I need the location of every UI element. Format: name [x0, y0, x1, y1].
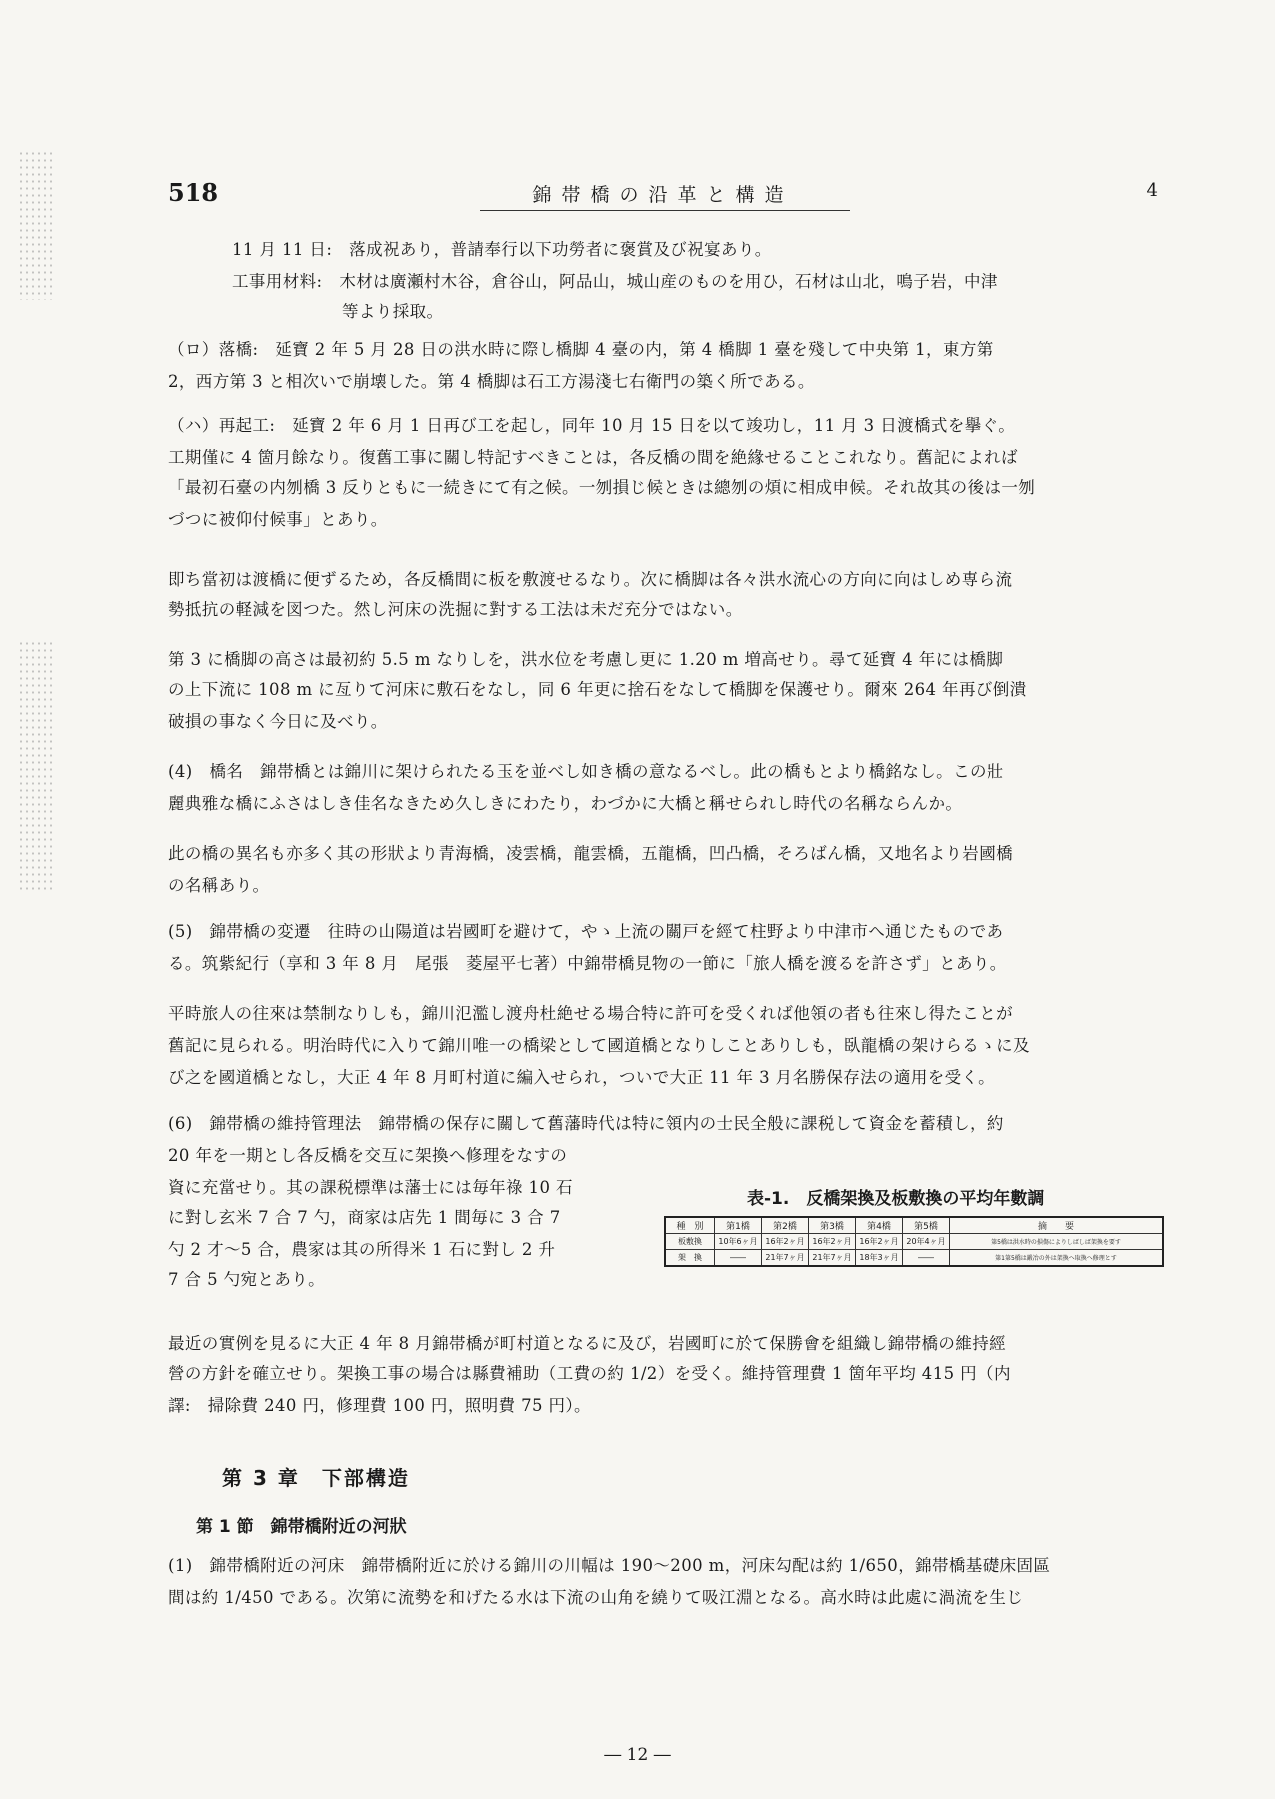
table-cell: 第1第5橋は鍛冶の外は架換ヘ取換へ修理とす: [950, 1250, 1164, 1267]
paragraph-line: （ハ）再起工: 延寶 2 年 6 月 1 日再び工を起し，同年 10 月 15 日を以て竣功し，11 月 3 日渡橋式を擧ぐ。: [168, 416, 1016, 435]
table-header-cell: 第5橋: [903, 1217, 950, 1234]
table-header-cell: 種 別: [665, 1217, 715, 1234]
table-row: [665, 1250, 1163, 1267]
page-footer: ― 12 ―: [604, 1745, 671, 1765]
paragraph-line: （ロ）落橋: 延寶 2 年 5 月 28 日の洪水時に際し橋脚 4 臺の内，第 4 橋脚 1 臺を殘して中央第 1，東方第: [168, 340, 994, 359]
section-heading: 第 1 節 錦帯橋附近の河狀: [196, 1517, 407, 1537]
table-header-row: [665, 1217, 1163, 1234]
paragraph-line: 勺 2 才～5 合，農家は其の所得米 1 石に對し 2 升: [168, 1240, 556, 1259]
paragraph-line: 工期僅に 4 箇月餘なり。復舊工事に關し特記すべきことは，各反橋の間を絶緣せることこれなり。舊記によれば: [168, 448, 1018, 467]
paragraph-line: の上下流に 108 m に亙りて河床に敷石をなし，同 6 年更に捨石をなして橋脚を保護せり。爾來 264 年再び倒潰: [168, 680, 1027, 699]
table-header-cell: 第2橋: [762, 1217, 809, 1234]
table-cell: 16年2ヶ月: [762, 1234, 809, 1250]
volume-number: 4: [1146, 180, 1158, 201]
table-header-cell: 第1橋: [715, 1217, 762, 1234]
table-cell: 18年3ヶ月: [856, 1250, 903, 1267]
paragraph-line: 勢抵抗の軽減を図つた。然し河床の洗掘に對する工法は未だ充分ではない。: [168, 600, 743, 619]
paragraph-line: 營の方針を確立せり。架換工事の場合は縣費補助（工費の約 1/2）を受く。維持管理費 1 箇年平均 415 円（内: [168, 1364, 1011, 1383]
chapter-heading: 第 3 章 下部構造: [222, 1466, 410, 1490]
table-header-cell: 摘 要: [950, 1217, 1164, 1234]
paragraph-line: づつに被仰付候事」とあり。: [168, 510, 388, 529]
header-rule: [480, 210, 850, 211]
table-cell: 16年2ヶ月: [809, 1234, 856, 1250]
table-cell: ――: [715, 1250, 762, 1267]
table-row: [665, 1234, 1163, 1250]
table-title: 表-1. 反橋架換及板敷換の平均年數調: [747, 1189, 1045, 1209]
paragraph-line: 譯: 掃除費 240 円，修理費 100 円，照明費 75 円）。: [168, 1396, 591, 1415]
table-header-cell: 第3橋: [809, 1217, 856, 1234]
paragraph-line: 資に充當せり。其の課税標準は藩士には毎年祿 10 石: [168, 1178, 573, 1197]
paragraph-line: 第 3 に橋脚の高さは最初約 5.5 m なりしを，洪水位を考慮し更に 1.20 m 増高せり。尋て延寶 4 年には橋脚: [168, 650, 1004, 669]
scan-noise: [18, 640, 52, 890]
paragraph-line: 工事用材料: 木材は廣瀬村木谷，倉谷山，阿品山，城山産のものを用ひ，石材は山北，鳴子岩，中津: [232, 272, 998, 291]
paragraph-line: 2，西方第 3 と相次いで崩壊した。第 4 橋脚は石工方湯淺七右衛門の築く所である。: [168, 372, 815, 391]
paragraph-line: 最近の實例を見るに大正 4 年 8 月錦帯橋が町村道となるに及び，岩國町に於て保勝會を組織し錦帯橋の維持經: [168, 1334, 1007, 1353]
table-cell: 21年7ヶ月: [809, 1250, 856, 1267]
paragraph-line: の名稱あり。: [168, 876, 270, 895]
paragraph-line: 平時旅人の往來は禁制なりしも，錦川氾濫し渡舟杜絶せる場合特に許可を受くれば他領の者も往來し得たことが: [168, 1004, 1013, 1023]
running-title: 錦帯橋の沿革と構造: [532, 184, 794, 206]
table-cell: 20年4ヶ月: [903, 1234, 950, 1250]
paragraph-line: (4) 橋名 錦帯橋とは錦川に架けられたる玉を並べし如き橋の意なるべし。此の橋もとより橋銘なし。この壯: [168, 762, 1004, 781]
table-cell: 16年2ヶ月: [856, 1234, 903, 1250]
paragraph-line: び之を國道橋となし，大正 4 年 8 月町村道に編入せられ，ついで大正 11 年 3 月名勝保存法の適用を受く。: [168, 1068, 996, 1087]
table-1: [664, 1216, 1164, 1267]
running-header: [168, 178, 1158, 208]
table-header-cell: 第4橋: [856, 1217, 903, 1234]
table-cell: ――: [903, 1250, 950, 1267]
table-cell: 架 換: [665, 1250, 715, 1267]
page-number: 518: [168, 178, 219, 207]
paragraph-line: 20 年を一期とし各反橋を交互に架換へ修理をなすの: [168, 1146, 568, 1165]
paragraph-line: 即ち當初は渡橋に便ずるため，各反橋間に板を敷渡せるなり。次に橋脚は各々洪水流心の方向に向はしめ専ら流: [168, 570, 1013, 589]
table-cell: 第5橋は洪水時の損傷によりしばしば架換を要す: [950, 1234, 1164, 1250]
table-cell: 21年7ヶ月: [762, 1250, 809, 1267]
paragraph-line: 「最初石臺の内刎橋 3 反りともに一続きにて有之候。一刎損じ候ときは總刎の煩に相成申候。それ故其の後は一刎: [168, 478, 1036, 497]
paragraph-line: 破損の事なく今日に及べり。: [168, 712, 388, 731]
paragraph-line: 麗典雅な橋にふさはしき佳名なきため久しきにわたり，わづかに大橋と稱せられし時代の名稱ならんか。: [168, 794, 963, 813]
paragraph-line: 舊記に見られる。明治時代に入りて錦川唯一の橋梁として國道橋となりしことありしも，臥龍橋の架けらるゝに及: [168, 1036, 1030, 1055]
scan-noise: [18, 150, 52, 300]
paragraph-line: る。筑紫紀行（享和 3 年 8 月 尾張 菱屋平七著）中錦帯橋見物の一節に「旅人橋を渡るを許さず」とあり。: [168, 954, 1007, 973]
paragraph-line: 間は約 1/450 である。次第に流勢を和げたる水は下流の山角を繞りて吸江淵となる。高水時は此處に渦流を生じ: [168, 1588, 1024, 1607]
table-cell: 10年6ヶ月: [715, 1234, 762, 1250]
paragraph-line: 等より採取。: [342, 302, 444, 321]
paragraph-line: (6) 錦帯橋の維持管理法 錦帯橋の保存に關して舊藩時代は特に領内の士民全般に課税して資金を蓄積し，約: [168, 1114, 1004, 1133]
paragraph-line: (5) 錦帯橋の変遷 往時の山陽道は岩國町を避けて，やゝ上流の關戸を經て柱野より中津市へ通じたものであ: [168, 922, 1004, 941]
paragraph-line: に對し玄米 7 合 7 勺，商家は店先 1 間毎に 3 合 7: [168, 1208, 561, 1227]
paragraph-line: 11 月 11 日: 落成祝あり，普請奉行以下功勞者に褒賞及び祝宴あり。: [232, 240, 772, 259]
paragraph-line: 此の橋の異名も亦多く其の形狀より青海橋，凌雲橋，龍雲橋，五龍橋，凹凸橋，そろばん橋，又地名より岩國橋: [168, 844, 1013, 863]
paragraph-line: (1) 錦帯橋附近の河床 錦帯橋附近に於ける錦川の川幅は 190～200 m，河床勾配は約 1/650，錦帯橋基礎床固區: [168, 1556, 1051, 1575]
table-cell: 板敷換: [665, 1234, 715, 1250]
paragraph-line: 7 合 5 勺宛とあり。: [168, 1270, 326, 1289]
